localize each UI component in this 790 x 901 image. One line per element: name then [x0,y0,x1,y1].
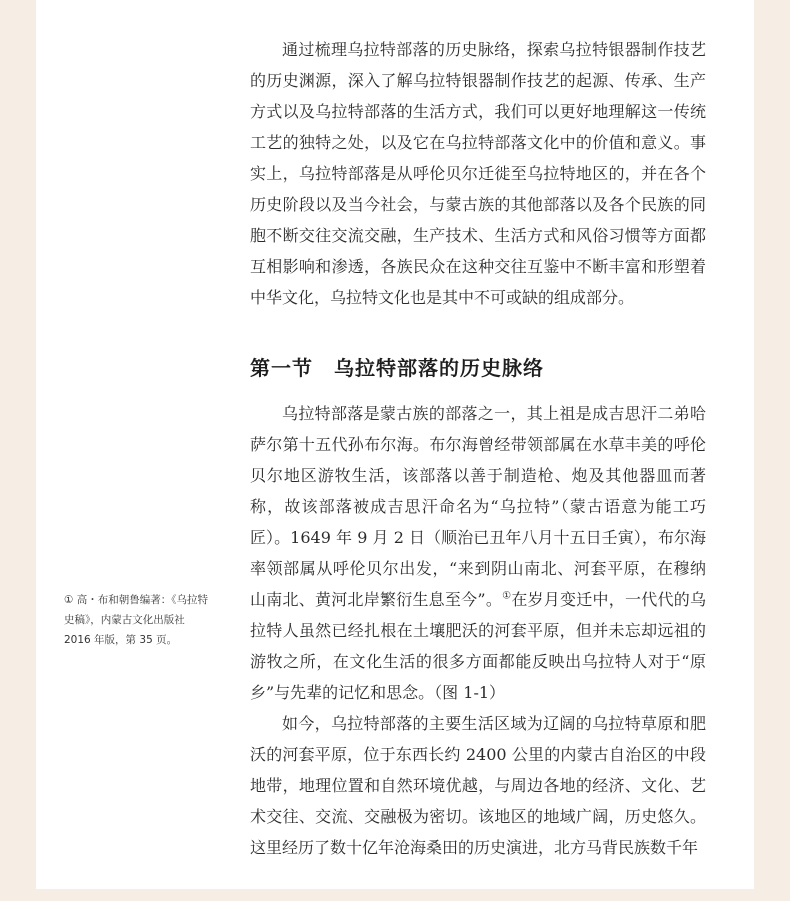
book-page [36,0,754,889]
footnote: ① 高・布和朝鲁编著：《乌拉特史稿》，内蒙古文化出版社 2016 年版，第 35 页。 [64,594,209,646]
section-paragraph-1 [250,398,706,708]
footnote-marker[interactable]: ① [502,590,512,602]
section-paragraph-2: 如今，乌拉特部落的主要生活区域为辽阔的乌拉特草原和肥沃的河套平原，位于东西长约 2400 公里的内蒙古自治区的中段地带，地理位置和自然环境优越，与周边各地的经济、文化、艺术交往、交流、交融极为密切。该地区的地域广阔，历史悠久。这里经历了数十亿年沧海桑田的历史演进，北方马背民族数千年 [250,714,706,857]
intro-paragraph: 通过梳理乌拉特部落的历史脉络，探索乌拉特银器制作技艺的历史渊源，深入了解乌拉特银器制作技艺的起源、传承、生产方式以及乌拉特部落的生活方式，我们可以更好地理解这一传统工艺的独特之处，以及它在乌拉特部落文化中的价值和意义。事实上，乌拉特部落是从呼伦贝尔迁徙至乌拉特地区的，并在各个历史阶段以及当今社会，与蒙古族的其他部落以及各个民族的同胞不断交往交流交融，生产技术、生活方式和风俗习惯等方面都互相影响和渗透，各族民众在这种交往互鉴中不断丰富和形塑着中华文化，乌拉特文化也是其中不可或缺的组成部分。 [250,40,706,307]
section-heading: 第一节 乌拉特部落的历史脉络 [250,356,544,380]
intro-text [250,34,706,313]
paragraph-text-before-note: 乌拉特部落是蒙古族的部落之一，其上祖是成吉思汗二弟哈萨尔第十五代孙布尔海。布尔海曾经带领部属在水草丰美的呼伦贝尔地区游牧生活，该部落以善于制造枪、炮及其他器皿而著称，故该部落被成吉思汗命名为“乌拉特”（蒙古语意为能工巧匠）。1649 年 9 月 2 日（顺治已丑年八月十五日壬寅），布尔海率领部属从呼伦贝尔出发，“来到阴山南北、河套平原，在穆纳山南北、黄河北岸繁衍生息至今”。 [250,404,706,609]
section-body [250,398,706,863]
paragraph-text-after-note: 在岁月变迁中，一代代的乌拉特人虽然已经扎根在土壤肥沃的河套平原，但并未忘却远祖的游牧之所，在文化生活的很多方面都能反映出乌拉特人对于“原乡”与先辈的记忆和思念。（图 1-1） [250,590,706,702]
